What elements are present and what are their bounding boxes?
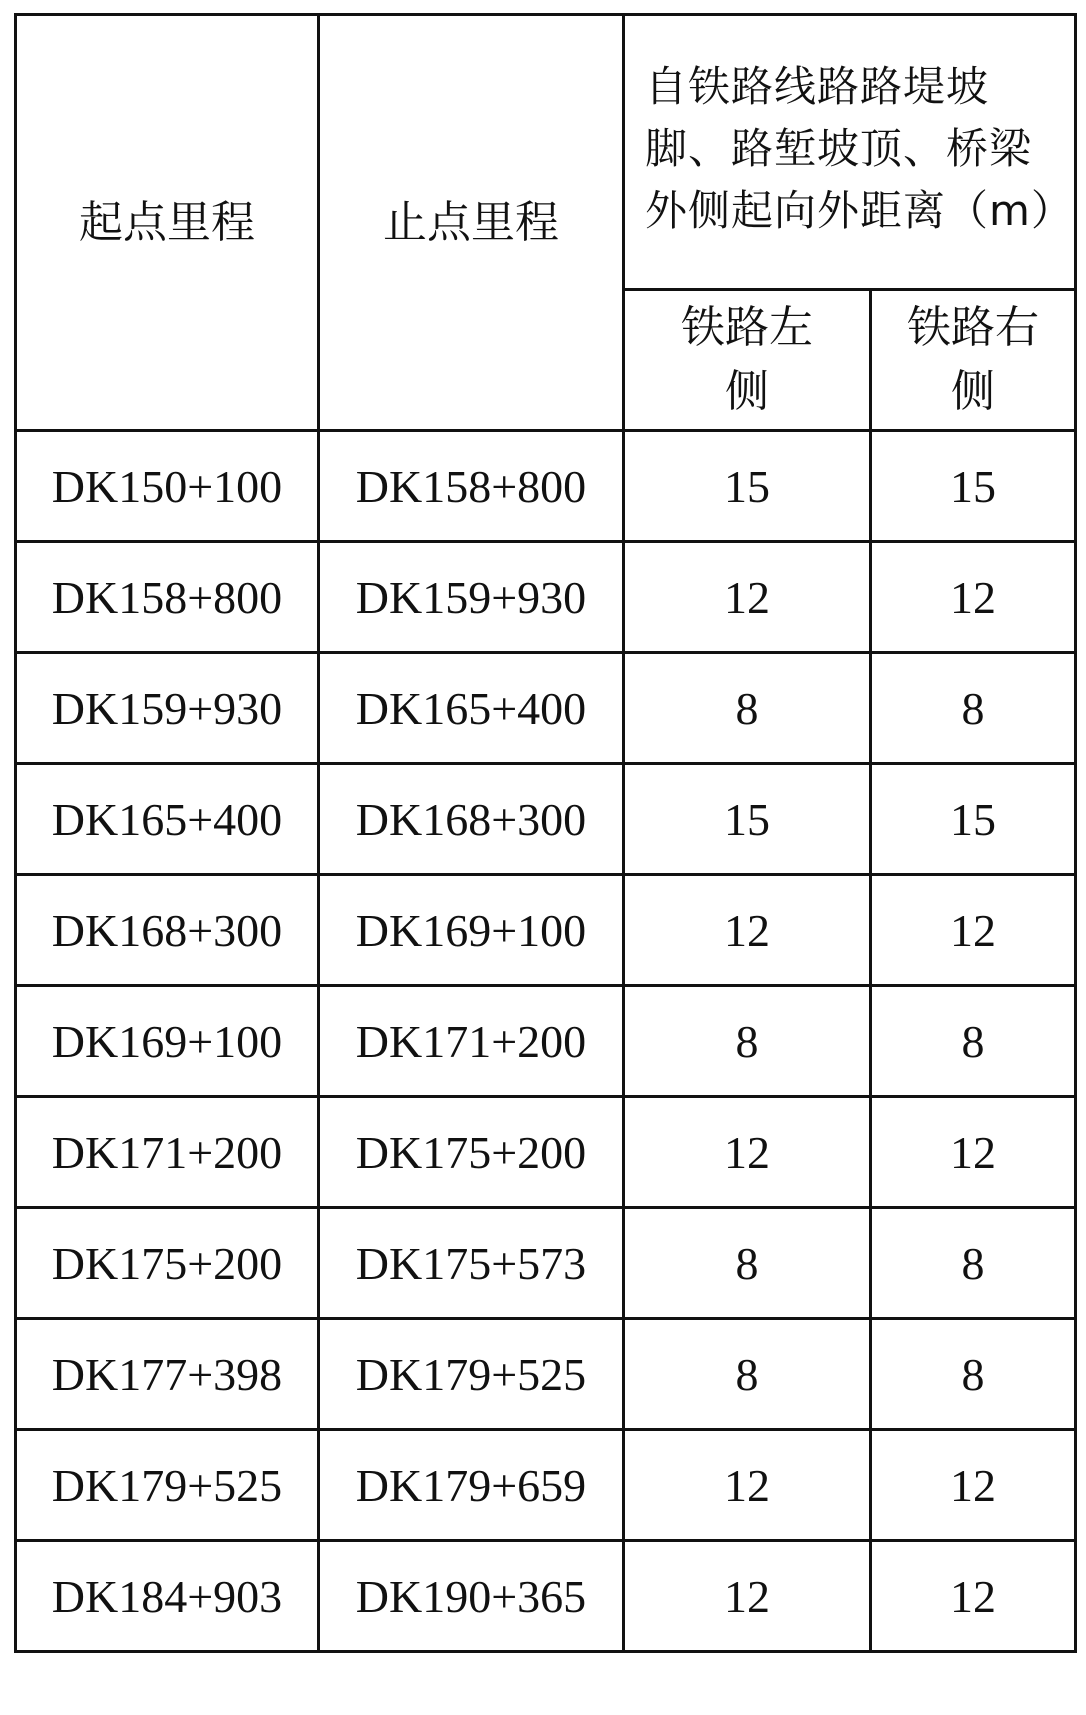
cell-start: DK169+100: [16, 986, 319, 1097]
header-left-side: [624, 290, 871, 431]
header-left-side-label: 铁路左侧: [680, 302, 813, 417]
cell-end: DK175+200: [319, 1097, 624, 1208]
cell-left: 15: [624, 431, 871, 542]
cell-end: DK175+573: [319, 1208, 624, 1319]
table-row: [16, 653, 1076, 764]
table-row: [16, 986, 1076, 1097]
cell-right: 15: [871, 431, 1076, 542]
table-header: [16, 15, 1076, 431]
cell-start: DK171+200: [16, 1097, 319, 1208]
cell-start: DK175+200: [16, 1208, 319, 1319]
table-row: [16, 764, 1076, 875]
cell-left: 12: [624, 875, 871, 986]
cell-end: DK159+930: [319, 542, 624, 653]
cell-end: DK168+300: [319, 764, 624, 875]
cell-right: 12: [871, 542, 1076, 653]
cell-start: DK158+800: [16, 542, 319, 653]
cell-right: 12: [871, 1097, 1076, 1208]
table-row: [16, 1541, 1076, 1652]
cell-start: DK150+100: [16, 431, 319, 542]
cell-left: 8: [624, 1319, 871, 1430]
cell-right: 8: [871, 1208, 1076, 1319]
table-row: [16, 875, 1076, 986]
cell-left: 8: [624, 986, 871, 1097]
table-row: [16, 1097, 1076, 1208]
cell-start: DK159+930: [16, 653, 319, 764]
header-distance-group: 自铁路线路路堤坡脚、路堑坡顶、桥梁外侧起向外距离（m）: [624, 15, 1076, 290]
table-row: [16, 1208, 1076, 1319]
table-row: [16, 1430, 1076, 1541]
table-row: [16, 542, 1076, 653]
cell-right: 15: [871, 764, 1076, 875]
cell-start: DK179+525: [16, 1430, 319, 1541]
cell-end: DK190+365: [319, 1541, 624, 1652]
cell-end: DK165+400: [319, 653, 624, 764]
header-row-1: [16, 15, 1076, 290]
header-end-mileage: 止点里程: [319, 15, 624, 431]
header-start-mileage: 起点里程: [16, 15, 319, 431]
cell-left: 12: [624, 1430, 871, 1541]
cell-right: 12: [871, 1430, 1076, 1541]
cell-right: 12: [871, 1541, 1076, 1652]
cell-end: DK179+525: [319, 1319, 624, 1430]
cell-left: 8: [624, 653, 871, 764]
cell-right: 12: [871, 875, 1076, 986]
header-right-side-label: 铁路右侧: [907, 302, 1039, 417]
cell-end: DK169+100: [319, 875, 624, 986]
mileage-distance-table: [14, 13, 1077, 1653]
cell-left: 12: [624, 1097, 871, 1208]
cell-left: 8: [624, 1208, 871, 1319]
cell-right: 8: [871, 986, 1076, 1097]
table-row: [16, 1319, 1076, 1430]
cell-left: 12: [624, 542, 871, 653]
cell-left: 12: [624, 1541, 871, 1652]
cell-start: DK165+400: [16, 764, 319, 875]
table-body: [16, 431, 1076, 1652]
cell-end: DK171+200: [319, 986, 624, 1097]
cell-start: DK184+903: [16, 1541, 319, 1652]
cell-left: 15: [624, 764, 871, 875]
cell-end: DK179+659: [319, 1430, 624, 1541]
cell-start: DK177+398: [16, 1319, 319, 1430]
cell-right: 8: [871, 1319, 1076, 1430]
cell-end: DK158+800: [319, 431, 624, 542]
header-right-side: [871, 290, 1076, 431]
table-row: [16, 431, 1076, 542]
cell-right: 8: [871, 653, 1076, 764]
cell-start: DK168+300: [16, 875, 319, 986]
